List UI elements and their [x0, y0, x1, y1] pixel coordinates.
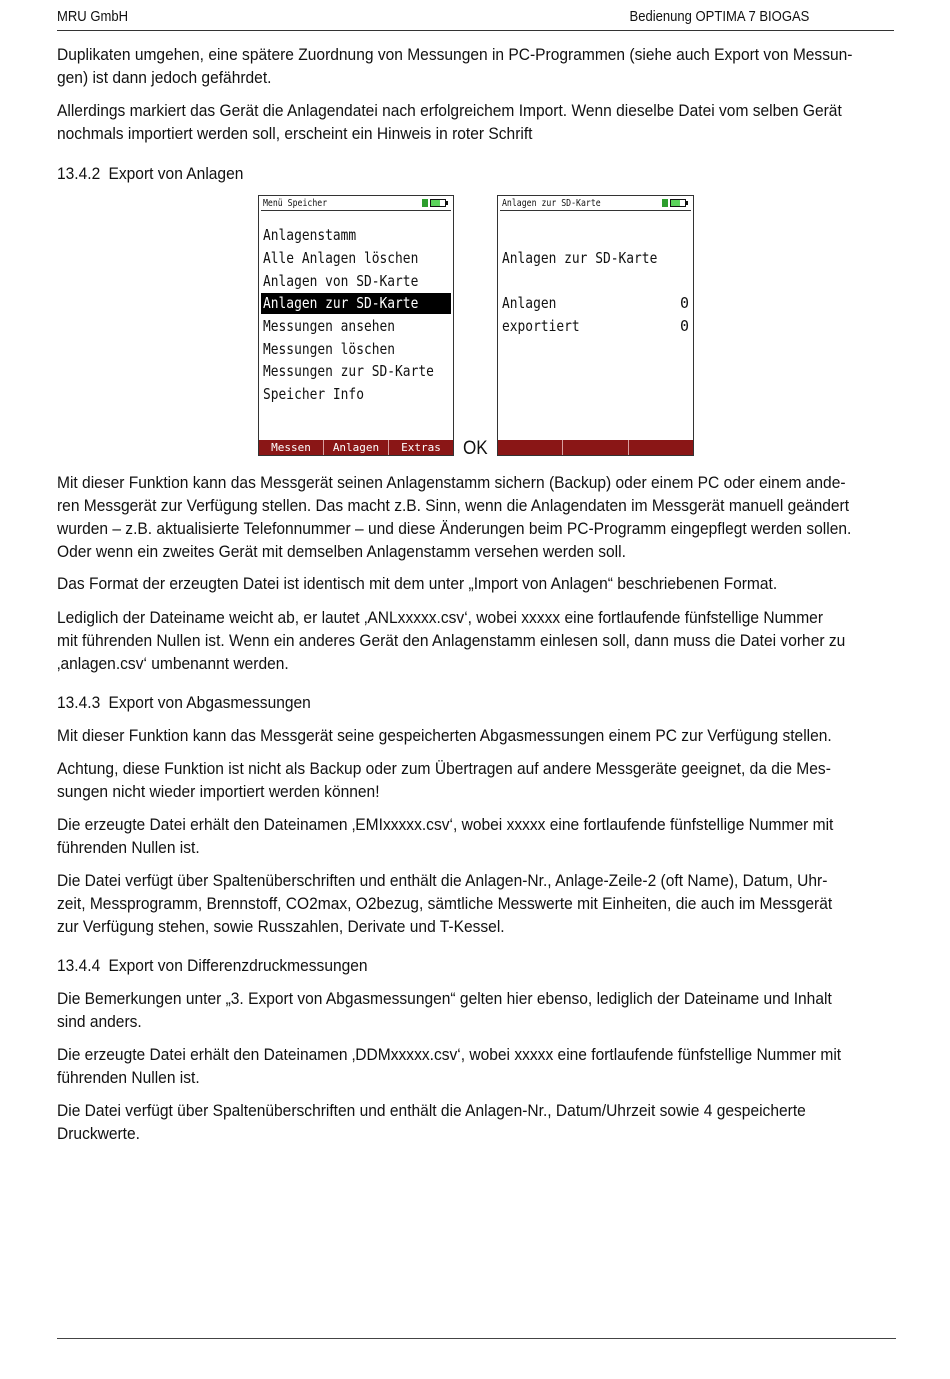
ok-label: OK: [463, 438, 488, 459]
paragraph-differenzdruck-2: [57, 1043, 899, 1089]
battery-icon: [422, 199, 448, 207]
menu-item-messungen-zur-sd-karte[interactable]: Messungen zur SD-Karte: [263, 362, 434, 380]
text-line: Allerdings markiert das Gerät die Anlagendatei nach erfolgreichem Import. Wenn dieselbe Datei vom selben Gerät: [57, 101, 842, 120]
row-anlagen-label: Anlagen: [502, 294, 557, 312]
text-line: Druckwerte.: [57, 1124, 140, 1143]
text-line: führenden Nullen ist.: [57, 838, 200, 857]
text-line: Das Format der erzeugten Datei ist identisch mit dem unter „Import von Anlagen“ beschriebenen Format.: [57, 574, 778, 593]
header-company: MRU GmbH: [57, 9, 129, 25]
section-number: 13.4.3: [57, 693, 101, 712]
menu-item-anlagen-zur-sd-karte[interactable]: Anlagen zur SD-Karte: [261, 293, 451, 314]
text-line: Die Datei verfügt über Spaltenüberschriften und enthält die Anlagen-Nr., Datum/Uhrzeit sowie 4 gespeicherte: [57, 1101, 806, 1120]
section-number: 13.4.2: [57, 164, 101, 183]
screen-title: Anlagen zur SD-Karte: [502, 198, 601, 209]
text-line: Die erzeugte Datei erhält den Dateinamen ‚EMIxxxxx.csv‘, wobei xxxxx eine fortlaufende fünfstellige Nummer mit: [57, 815, 834, 834]
text-line: Die erzeugte Datei erhält den Dateinamen ‚DDMxxxxx.csv‘, wobei xxxxx eine fortlaufende fünfstellige Nummer mit: [57, 1045, 842, 1064]
row-exportiert-label: exportiert: [502, 317, 580, 335]
menu-item-alle-anlagen-loeschen[interactable]: Alle Anlagen löschen: [263, 249, 419, 267]
text-line: nochmals importiert werden soll, erscheint ein Hinweis in roter Schrift: [57, 124, 533, 143]
softkey-bar: [498, 440, 693, 455]
text-line: gen) ist dann jedoch gefährdet.: [57, 68, 272, 87]
section-title: Export von Differenzdruckmessungen: [108, 956, 368, 975]
text-line: Duplikaten umgehen, eine spätere Zuordnung von Messungen in PC-Programmen (siehe auch Export von Messun-: [57, 45, 853, 64]
text-line: Achtung, diese Funktion ist nicht als Backup oder zum Übertragen auf andere Messgeräte geeignet, da die Mes-: [57, 759, 831, 778]
screen-title: Menü Speicher: [263, 198, 328, 209]
section-title: Export von Anlagen: [108, 164, 244, 183]
text-line: Lediglich der Dateiname weicht ab, er lautet ‚ANLxxxxx.csv‘, wobei xxxxx eine fortlaufende fünfstellige Nummer: [57, 608, 824, 627]
text-line: wurden – z.B. aktualisierte Telefonnummer – und diese Änderungen beim PC-Programm eingepflegt werden sollen.: [57, 519, 852, 538]
footer-divider: [57, 1338, 896, 1339]
row-exportiert-value: 0: [679, 317, 689, 335]
text-line: Die Datei verfügt über Spaltenüberschriften und enthält die Anlagen-Nr., Anlage-Zeile-2 (oft Name), Datum, Uhr-: [57, 871, 828, 890]
text-line: Mit dieser Funktion kann das Messgerät seinen Anlagenstamm sichern (Backup) oder einem PC oder einem ande-: [57, 473, 846, 492]
softkey-messen[interactable]: Messen: [259, 440, 324, 455]
page-header: [57, 8, 894, 31]
menu-item-messungen-ansehen[interactable]: Messungen ansehen: [263, 317, 396, 335]
menu-item-speicher-info[interactable]: Speicher Info: [263, 385, 364, 403]
text-line: Die Bemerkungen unter „3. Export von Abgasmessungen“ gelten hier ebenso, lediglich der Dateiname und Inhalt: [57, 989, 832, 1008]
row-anlagen-value: 0: [679, 294, 689, 312]
softkey-bar: [259, 440, 453, 455]
softkey-3[interactable]: [629, 440, 693, 455]
paragraph-abgas-4: [57, 869, 899, 938]
paragraph-abgas-2: [57, 757, 899, 803]
menu-item-anlagen-von-sd-karte[interactable]: Anlagen von SD-Karte: [263, 272, 419, 290]
intro-paragraph-1: [57, 43, 899, 89]
paragraph-abgas-3: [57, 813, 899, 859]
screen-title-bar: [261, 197, 451, 211]
paragraph-differenzdruck-1: [57, 987, 899, 1033]
paragraph-export-anlagen-1: [57, 471, 899, 563]
menu-item-messungen-loeschen[interactable]: Messungen löschen: [263, 340, 396, 358]
section-heading-13-4-3: [57, 693, 311, 713]
text-line: mit führenden Nullen ist. Wenn ein anderes Gerät den Anlagenstamm einlesen soll, dann muss die Datei vorher zu: [57, 631, 846, 650]
section-heading-13-4-4: [57, 956, 368, 976]
header-manual-title: Bedienung OPTIMA 7 BIOGAS: [629, 9, 810, 25]
screen-heading: Anlagen zur SD-Karte: [502, 249, 658, 267]
screen-title-bar: [500, 197, 691, 211]
device-screen-menu-speicher: [258, 195, 454, 456]
paragraph-abgas-1: [57, 724, 899, 747]
intro-paragraph-2: [57, 99, 899, 145]
text-line: ren Messgerät zur Verfügung stellen. Das macht z.B. Sinn, wenn die Anlagendaten im Messgerät manuell geändert: [57, 496, 850, 515]
softkey-anlagen[interactable]: Anlagen: [324, 440, 389, 455]
text-line: sind anders.: [57, 1012, 142, 1031]
softkey-2[interactable]: [563, 440, 628, 455]
text-line: sungen nicht wieder importiert werden können!: [57, 782, 380, 801]
paragraph-export-anlagen-2: [57, 572, 899, 595]
softkey-1[interactable]: [498, 440, 563, 455]
battery-icon: [662, 199, 688, 207]
text-line: ‚anlagen.csv‘ umbenannt werden.: [57, 654, 289, 673]
text-line: führenden Nullen ist.: [57, 1068, 200, 1087]
text-line: zur Verfügung stehen, sowie Russzahlen, Derivate und T-Kessel.: [57, 917, 505, 936]
text-line: Oder wenn ein zweites Gerät mit demselben Anlagenstamm versehen werden soll.: [57, 542, 626, 561]
paragraph-export-anlagen-3: [57, 606, 899, 675]
text-line: Mit dieser Funktion kann das Messgerät seine gespeicherten Abgasmessungen einem PC zur Verfügung stellen.: [57, 726, 832, 745]
paragraph-differenzdruck-3: [57, 1099, 899, 1145]
section-title: Export von Abgasmessungen: [108, 693, 311, 712]
softkey-extras[interactable]: Extras: [401, 441, 441, 454]
menu-item-anlagenstamm[interactable]: Anlagenstamm: [263, 226, 357, 244]
text-line: zeit, Messprogramm, Brennstoff, CO2max, O2bezug, sämtliche Messwerte mit Einheiten, die auch im Messgerät: [57, 894, 833, 913]
device-screen-anlagen-zur-sd-karte: [497, 195, 694, 456]
section-heading-13-4-2: [57, 164, 243, 184]
section-number: 13.4.4: [57, 956, 101, 975]
